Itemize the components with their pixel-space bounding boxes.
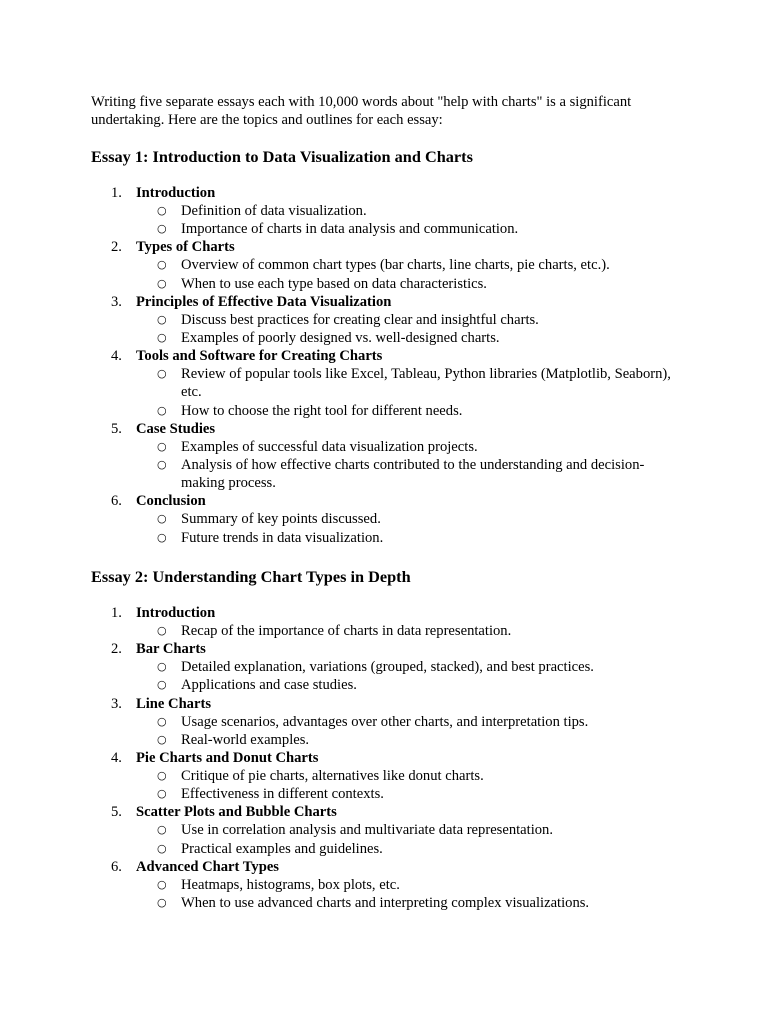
- bullet-list: [0, 365, 768, 420]
- bullet-item: [0, 731, 768, 749]
- hollow-bullet-icon: ○: [157, 660, 167, 674]
- bullet-list: [0, 767, 768, 803]
- outline-section: [0, 749, 768, 803]
- section-header: [0, 858, 768, 876]
- bullet-item: [0, 365, 768, 401]
- hollow-bullet-icon: ○: [157, 331, 167, 345]
- section-number: 6.: [111, 493, 122, 510]
- bullet-text: Discuss best practices for creating clear and insightful charts.: [181, 311, 539, 328]
- section-number: 6.: [111, 858, 122, 875]
- outline-section: [0, 803, 768, 857]
- section-number: 3.: [111, 293, 122, 310]
- bullet-text: Overview of common chart types (bar charts, line charts, pie charts, etc.).: [181, 257, 610, 274]
- outline-section: [0, 238, 768, 292]
- hollow-bullet-icon: ○: [157, 367, 167, 381]
- outline-section: [0, 420, 768, 493]
- section-header: [0, 347, 768, 365]
- bullet-list: [0, 713, 768, 749]
- bullet-text: Importance of charts in data analysis and communication.: [181, 221, 519, 238]
- bullet-list: [0, 311, 768, 347]
- bullet-text: Effectiveness in different contexts.: [181, 786, 384, 803]
- intro-paragraph: Writing five separate essays each with 10,000 words about "help with charts" is a significant undertaking. Here are the topics and outlines for each essay:: [91, 94, 632, 128]
- section-header: [0, 293, 768, 311]
- section-title: Pie Charts and Donut Charts: [136, 750, 319, 767]
- essay-2-outline: [0, 604, 768, 912]
- section-title: Case Studies: [136, 420, 216, 437]
- bullet-text: Summary of key points discussed.: [181, 511, 381, 528]
- section-title: Types of Charts: [136, 239, 235, 256]
- bullet-list: [0, 256, 768, 292]
- hollow-bullet-icon: ○: [157, 732, 167, 746]
- outline-section: [0, 293, 768, 347]
- bullet-text: Applications and case studies.: [181, 677, 357, 694]
- bullet-item: [0, 713, 768, 731]
- bullet-item: [0, 821, 768, 839]
- section-header: [0, 492, 768, 510]
- section-title: Conclusion: [136, 493, 206, 510]
- section-number: 4.: [111, 348, 122, 365]
- section-title: Advanced Chart Types: [136, 858, 279, 875]
- hollow-bullet-icon: ○: [157, 877, 167, 891]
- section-header: [0, 238, 768, 256]
- bullet-text: When to use advanced charts and interpreting complex visualizations.: [181, 895, 590, 912]
- bullet-text: Future trends in data visualization.: [181, 529, 384, 546]
- section-title: Scatter Plots and Bubble Charts: [136, 804, 337, 821]
- outline-section: [0, 604, 768, 640]
- hollow-bullet-icon: ○: [157, 258, 167, 272]
- hollow-bullet-icon: ○: [157, 439, 167, 453]
- bullet-item: [0, 767, 768, 785]
- hollow-bullet-icon: ○: [157, 512, 167, 526]
- section-number: 1.: [111, 605, 122, 621]
- bullet-list: [0, 438, 768, 493]
- bullet-text: Usage scenarios, advantages over other charts, and interpretation tips.: [181, 713, 589, 730]
- bullet-item: [0, 529, 768, 547]
- bullet-text: Real-world examples.: [181, 731, 310, 748]
- bullet-item: [0, 894, 768, 912]
- bullet-text: When to use each type based on data characteristics.: [181, 275, 487, 292]
- bullet-item: [0, 785, 768, 803]
- section-header: [0, 604, 768, 622]
- section-header: [0, 420, 768, 438]
- section-header: [0, 749, 768, 767]
- bullet-item: [0, 202, 768, 220]
- outline-section: [0, 640, 768, 694]
- hollow-bullet-icon: ○: [157, 403, 167, 417]
- section-number: 5.: [111, 420, 122, 437]
- bullet-item: [0, 402, 768, 420]
- outline-section: [0, 184, 768, 238]
- bullet-list: [0, 510, 768, 546]
- essay-1-outline: [0, 184, 768, 547]
- bullet-list: [0, 202, 768, 238]
- bullet-item: [0, 840, 768, 858]
- hollow-bullet-icon: ○: [157, 276, 167, 290]
- essay-1-heading: Essay 1: Introduction to Data Visualization and Charts: [91, 147, 473, 166]
- bullet-list: [0, 876, 768, 912]
- outline-section: [0, 347, 768, 420]
- section-title: Tools and Software for Creating Charts: [136, 348, 383, 365]
- bullet-item: [0, 311, 768, 329]
- bullet-list: [0, 622, 768, 640]
- section-header: [0, 695, 768, 713]
- outline-section: [0, 858, 768, 912]
- bullet-text: Use in correlation analysis and multivariate data representation.: [181, 822, 554, 839]
- bullet-text: How to choose the right tool for different needs.: [181, 402, 463, 419]
- bullet-text: Practical examples and guidelines.: [181, 840, 383, 857]
- outline-section: [0, 492, 768, 546]
- bullet-item: [0, 622, 768, 640]
- section-number: 3.: [111, 695, 122, 712]
- bullet-list: [0, 658, 768, 694]
- hollow-bullet-icon: ○: [157, 769, 167, 783]
- bullet-item: [0, 256, 768, 274]
- section-title: Line Charts: [136, 695, 211, 712]
- bullet-text: Examples of successful data visualization projects.: [181, 438, 478, 455]
- bullet-item: [0, 876, 768, 894]
- section-number: 2.: [111, 641, 122, 658]
- hollow-bullet-icon: ○: [157, 787, 167, 801]
- section-header: [0, 184, 768, 202]
- hollow-bullet-icon: ○: [157, 624, 167, 637]
- bullet-item: [0, 220, 768, 238]
- section-number: 2.: [111, 239, 122, 256]
- bullet-item: [0, 676, 768, 694]
- hollow-bullet-icon: ○: [157, 896, 167, 910]
- hollow-bullet-icon: ○: [157, 312, 167, 326]
- section-title: Principles of Effective Data Visualization: [136, 293, 392, 310]
- bullet-text: Definition of data visualization.: [181, 203, 367, 219]
- section-header: [0, 640, 768, 658]
- bullet-item: [0, 329, 768, 347]
- section-title: Introduction: [136, 185, 216, 201]
- bullet-text: Examples of poorly designed vs. well-designed charts.: [181, 330, 500, 347]
- bullet-item: [0, 456, 768, 492]
- bullet-text: Review of popular tools like Excel, Tableau, Python libraries (Matplotlib, Seaborn), etc.: [181, 366, 671, 401]
- bullet-item: [0, 438, 768, 456]
- essay-2-heading: Essay 2: Understanding Chart Types in Depth: [91, 567, 411, 586]
- bullet-text: Analysis of how effective charts contributed to the understanding and decision-making process.: [181, 457, 645, 492]
- bullet-text: Critique of pie charts, alternatives like donut charts.: [181, 768, 484, 785]
- section-title: Bar Charts: [136, 641, 206, 658]
- bullet-text: Detailed explanation, variations (grouped, stacked), and best practices.: [181, 659, 594, 676]
- hollow-bullet-icon: ○: [157, 458, 167, 472]
- hollow-bullet-icon: ○: [157, 678, 167, 692]
- bullet-list: [0, 821, 768, 857]
- bullet-item: [0, 510, 768, 528]
- bullet-text: Recap of the importance of charts in data representation.: [181, 623, 512, 639]
- bullet-text: Heatmaps, histograms, box plots, etc.: [181, 876, 400, 893]
- section-header: [0, 803, 768, 821]
- hollow-bullet-icon: ○: [157, 530, 167, 544]
- outline-section: [0, 695, 768, 749]
- bullet-item: [0, 275, 768, 293]
- section-title: Introduction: [136, 605, 216, 621]
- hollow-bullet-icon: ○: [157, 841, 167, 855]
- hollow-bullet-icon: ○: [157, 204, 167, 217]
- hollow-bullet-icon: ○: [157, 222, 167, 236]
- bullet-item: [0, 658, 768, 676]
- section-number: 4.: [111, 750, 122, 767]
- hollow-bullet-icon: ○: [157, 714, 167, 728]
- section-number: 5.: [111, 804, 122, 821]
- section-number: 1.: [111, 185, 122, 201]
- hollow-bullet-icon: ○: [157, 823, 167, 837]
